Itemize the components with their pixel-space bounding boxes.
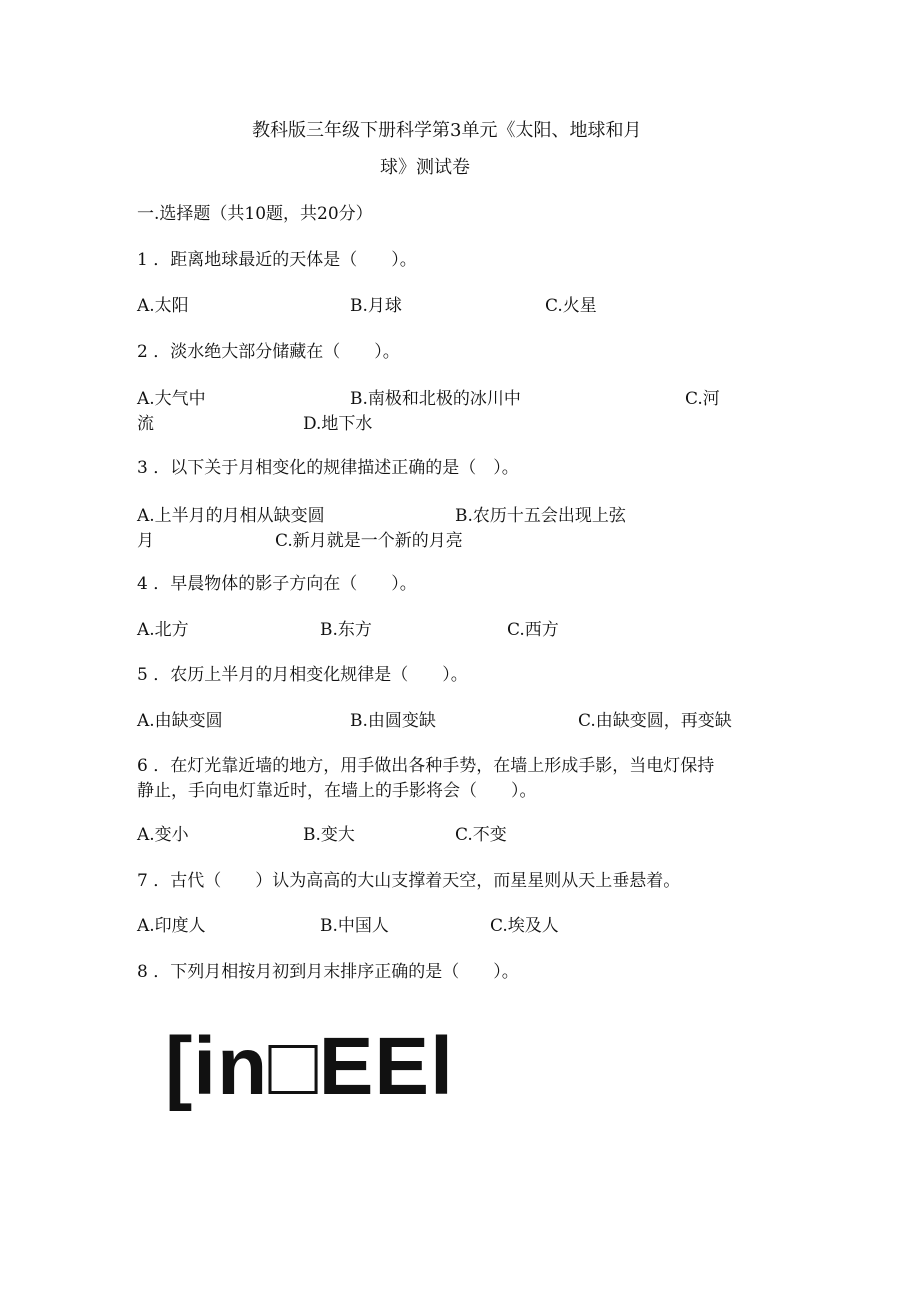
question-3-stem: 3 ．以下关于月相变化的规律描述正确的是（ ）。 bbox=[137, 458, 519, 478]
question-5-stem: 5 ．农历上半月的月相变化规律是（ ）。 bbox=[137, 665, 468, 685]
question-1-option-c: C.火星 bbox=[545, 296, 597, 316]
question-1-stem: 1 ．距离地球最近的天体是（ ）。 bbox=[137, 250, 417, 270]
section-heading: 一.选择题（共10题，共20分） bbox=[137, 204, 373, 224]
document-title-line1: 教科版三年级下册科学第3单元《太阳、地球和月 bbox=[252, 120, 642, 141]
question-7-option-c: C.埃及人 bbox=[490, 916, 559, 936]
question-2-option-d: D.地下水 bbox=[303, 414, 373, 434]
question-1-option-b: B.月球 bbox=[350, 296, 402, 316]
question-5-option-c: C.由缺变圆，再变缺 bbox=[578, 711, 732, 731]
question-5-option-a: A.由缺变圆 bbox=[137, 711, 223, 731]
question-3-option-c: C.新月就是一个新的月亮 bbox=[275, 531, 463, 551]
question-1-option-a: A.太阳 bbox=[137, 296, 189, 316]
question-4-option-b: B.东方 bbox=[320, 620, 372, 640]
question-4-option-a: A.北方 bbox=[137, 620, 189, 640]
question-8-figure: [in□EEl bbox=[165, 1021, 454, 1112]
question-7-stem: 7 ．古代（ ）认为高高的大山支撑着天空，而星星则从天上垂悬着。 bbox=[137, 871, 681, 891]
question-2-option-a: A.大气中 bbox=[137, 389, 206, 409]
question-7-option-b: B.中国人 bbox=[320, 916, 389, 936]
question-8-stem: 8 ．下列月相按月初到月末排序正确的是（ ）。 bbox=[137, 962, 519, 982]
question-6-option-c: C.不变 bbox=[455, 825, 507, 845]
question-7-option-a: A.印度人 bbox=[137, 916, 206, 936]
question-5-option-b: B.由圆变缺 bbox=[350, 711, 436, 731]
question-6-stem: 6 ．在灯光靠近墙的地方，用手做出各种手势，在墙上形成手影，当电灯保持 bbox=[137, 756, 715, 776]
question-3-option-a: A.上半月的月相从缺变圆 bbox=[137, 506, 325, 526]
question-6-option-b: B.变大 bbox=[303, 825, 355, 845]
question-4-stem: 4 ．早晨物体的影子方向在（ ）。 bbox=[137, 574, 417, 594]
question-3-option-b: B.农历十五会出现上弦 bbox=[455, 506, 626, 526]
question-6-option-a: A.变小 bbox=[137, 825, 189, 845]
question-2-stem: 2 ．淡水绝大部分储藏在（ ）。 bbox=[137, 342, 400, 362]
question-3-option-b-continued: 月 bbox=[137, 531, 154, 551]
question-2-option-c-continued: 流 bbox=[137, 414, 154, 434]
question-2-option-c: C.河 bbox=[685, 389, 720, 409]
document-title-line2: 球》测试卷 bbox=[380, 157, 470, 178]
question-2-option-b: B.南极和北极的冰川中 bbox=[350, 389, 521, 409]
question-6-stem-continued: 静止，手向电灯靠近时，在墙上的手影将会（ ）。 bbox=[137, 781, 537, 801]
question-4-option-c: C.西方 bbox=[507, 620, 559, 640]
